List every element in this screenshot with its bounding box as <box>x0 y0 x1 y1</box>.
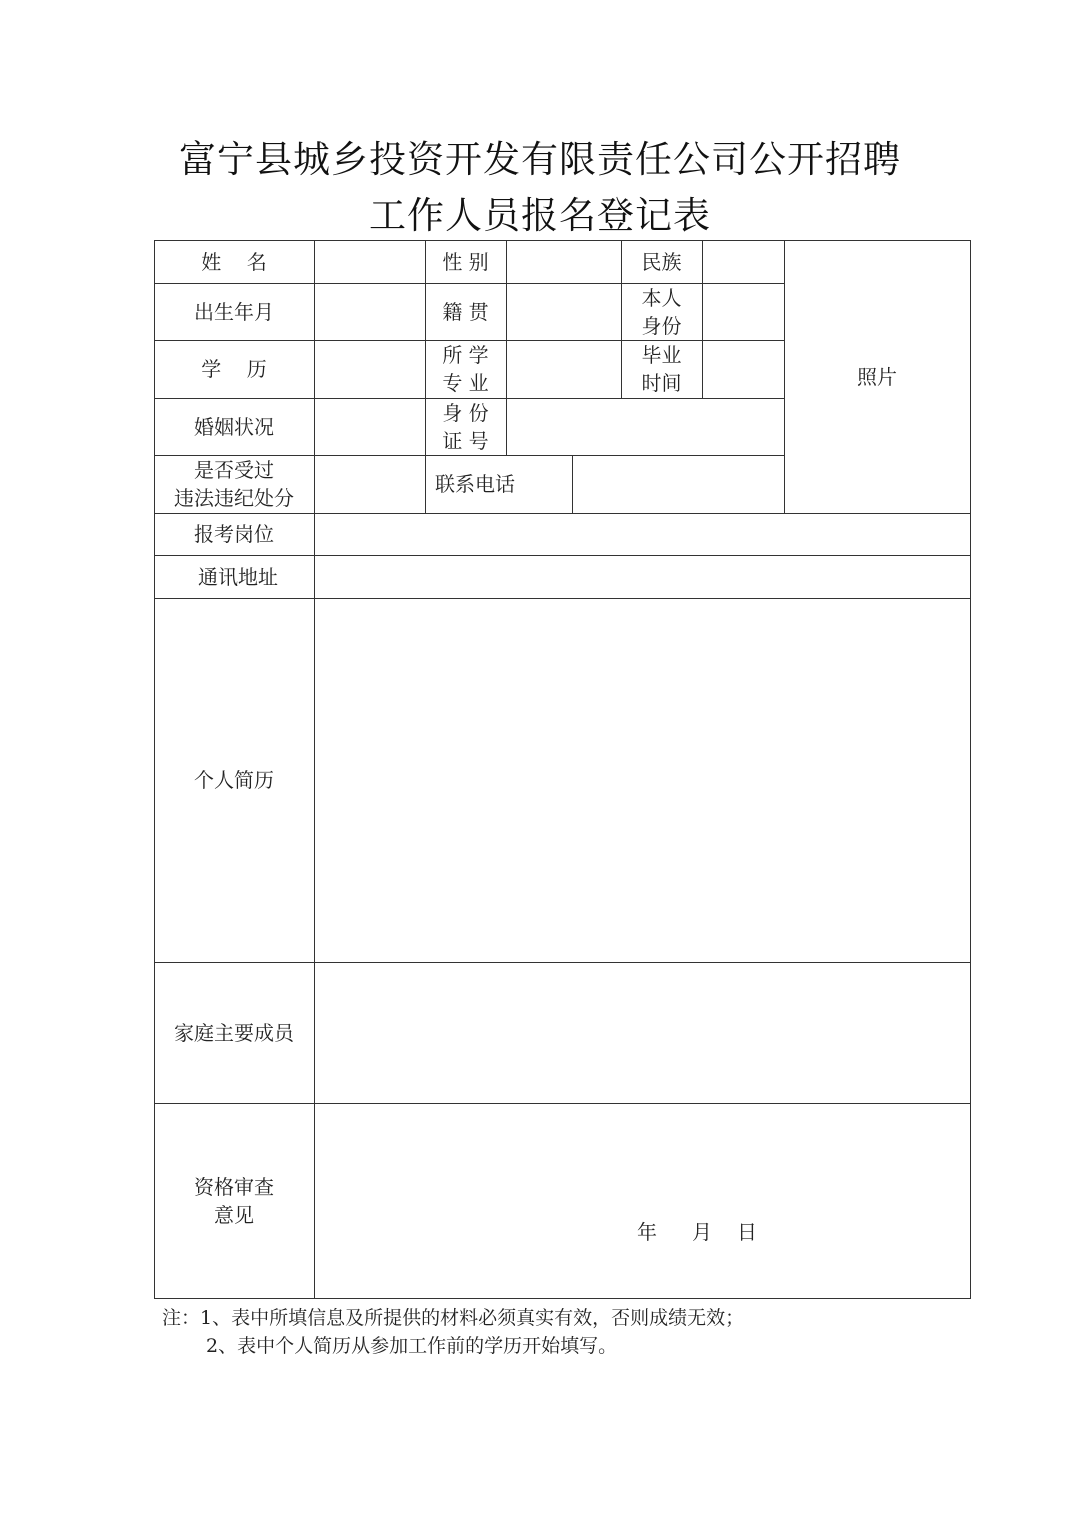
discipline-field[interactable] <box>314 455 425 513</box>
major-label-line1: 所 学 <box>442 343 489 367</box>
form-title-line1: 富宁县城乡投资开发有限责任公司公开招聘 <box>179 138 901 181</box>
major-label-line2: 专 业 <box>442 371 489 395</box>
marital-field[interactable] <box>314 398 425 455</box>
graduation-label <box>621 340 702 398</box>
discipline-label <box>154 455 314 513</box>
resume-field[interactable] <box>314 598 970 962</box>
gender-label: 性 别 <box>442 249 489 274</box>
graduation-field[interactable] <box>702 340 784 398</box>
form-title-line2: 工作人员报名登记表 <box>369 194 711 237</box>
review-date-year: 年 <box>637 1220 657 1244</box>
note-line1: 注：1、表中所填信息及所提供的材料必须真实有效，否则成绩无效； <box>162 1307 745 1329</box>
identity-field[interactable] <box>702 283 784 340</box>
ethnicity-label: 民族 <box>641 249 682 274</box>
id-number-label-line1: 身 份 <box>442 400 489 425</box>
position-label: 报考岗位 <box>194 522 274 546</box>
education-field[interactable] <box>314 340 425 398</box>
identity-label-line1: 本人 <box>641 285 682 310</box>
name-field[interactable] <box>314 240 425 283</box>
address-field[interactable] <box>314 555 970 598</box>
phone-label: 联系电话 <box>435 472 515 496</box>
birth-field[interactable] <box>314 283 425 340</box>
ethnicity-field[interactable] <box>702 240 784 283</box>
gender-field[interactable] <box>506 240 621 283</box>
review-field[interactable] <box>314 1103 970 1298</box>
review-label-line2: 意见 <box>214 1202 254 1227</box>
address-label: 通讯地址 <box>198 564 278 589</box>
discipline-label-line2: 违法违纪处分 <box>174 486 294 510</box>
review-label <box>154 1103 314 1298</box>
education-label: 学 历 <box>201 357 267 381</box>
native-place-field[interactable] <box>506 283 621 340</box>
native-place-label: 籍 贯 <box>442 299 489 324</box>
family-label: 家庭主要成员 <box>174 1020 294 1045</box>
name-label: 姓 名 <box>201 249 267 274</box>
major-field[interactable] <box>506 340 621 398</box>
birth-label: 出生年月 <box>194 299 274 324</box>
identity-label <box>621 283 702 340</box>
id-number-field[interactable] <box>506 398 784 455</box>
major-label <box>425 340 506 398</box>
graduation-label-line1: 毕业 <box>641 343 682 367</box>
position-field[interactable] <box>314 513 970 555</box>
marital-label: 婚姻状况 <box>194 414 274 439</box>
graduation-label-line2: 时间 <box>641 371 682 395</box>
review-date-month: 月 <box>692 1220 712 1244</box>
review-date-day: 日 <box>737 1220 757 1244</box>
id-number-label <box>425 398 506 455</box>
discipline-label-line1: 是否受过 <box>194 458 274 482</box>
resume-label: 个人简历 <box>194 768 274 792</box>
id-number-label-line2: 证 号 <box>442 428 489 453</box>
identity-label-line2: 身份 <box>641 313 682 338</box>
phone-field[interactable] <box>572 455 784 513</box>
review-label-line1: 资格审查 <box>194 1174 274 1199</box>
note-line2: 2、表中个人简历从参加工作前的学历开始填写。 <box>206 1335 618 1357</box>
photo-label: 照片 <box>857 364 897 389</box>
photo-box[interactable] <box>784 240 970 513</box>
family-field[interactable] <box>314 962 970 1103</box>
